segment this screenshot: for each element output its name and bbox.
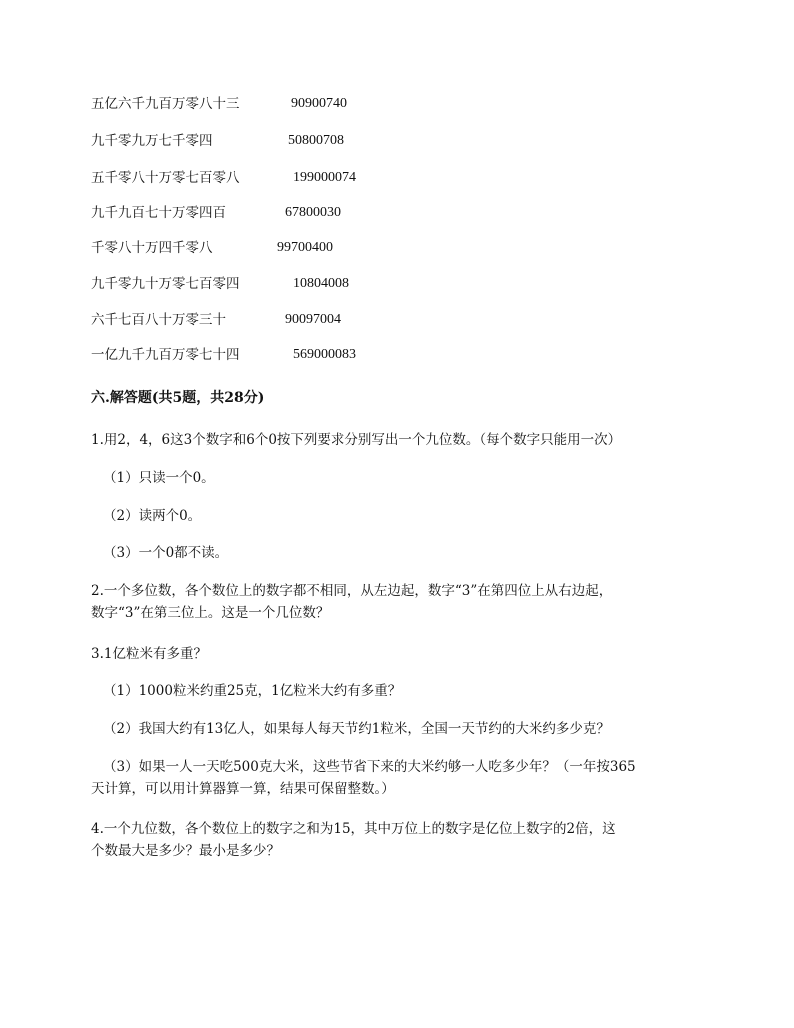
question-3-part-1: （1）1000粒米约重25克，1亿粒米大约有多重？ bbox=[103, 683, 402, 699]
chinese-numeral: 千零八十万四千零八 bbox=[91, 240, 213, 256]
match-pair bbox=[91, 94, 347, 114]
chinese-numeral: 九千零九十万零七百零四 bbox=[91, 276, 240, 292]
match-pair bbox=[91, 274, 349, 294]
question-4-line-2: 个数最大是多少？最小是多少？ bbox=[91, 843, 280, 859]
chinese-numeral: 五千零八十万零七百零八 bbox=[91, 170, 240, 186]
question-3-part-2: （2）我国大约有13亿人，如果每人每天节约1粒米，全国一天节约的大米约多少克？ bbox=[103, 721, 610, 737]
arabic-number: 90097004 bbox=[285, 312, 341, 327]
question-2-line-1: 2.一个多位数，各个数位上的数字都不相同，从左边起，数字“3”在第四位上从右边起， bbox=[91, 583, 613, 599]
match-pair bbox=[91, 310, 341, 330]
question-3: 3.1亿粒米有多重？ bbox=[91, 646, 207, 662]
arabic-number: 199000074 bbox=[293, 170, 356, 185]
match-pair bbox=[91, 238, 333, 258]
arabic-number: 99700400 bbox=[277, 240, 333, 255]
question-3-part-3-line-2: 天计算，可以用计算器算一算，结果可保留整数。） bbox=[91, 781, 395, 797]
question-3-part-3-line-1: （3）如果一人一天吃500克大米，这些节省下来的大米约够一人吃多少年？（一年按365 bbox=[103, 759, 636, 775]
question-4-line-1: 4.一个九位数，各个数位上的数字之和为15，其中万位上的数字是亿位上数字的2倍，这 bbox=[91, 821, 616, 837]
chinese-numeral: 九千九百七十万零四百 bbox=[91, 205, 226, 221]
arabic-number: 67800030 bbox=[285, 205, 341, 220]
arabic-number: 10804008 bbox=[293, 276, 349, 291]
question-1-part-3: （3）一个0都不读。 bbox=[103, 545, 229, 561]
match-pair bbox=[91, 131, 344, 151]
arabic-number: 50800708 bbox=[288, 133, 344, 148]
chinese-numeral: 一亿九千九百万零七十四 bbox=[91, 347, 240, 363]
chinese-numeral: 九千零九万七千零四 bbox=[91, 133, 213, 149]
match-pair bbox=[91, 203, 341, 223]
question-1-part-1: （1）只读一个0。 bbox=[103, 470, 215, 486]
match-pair bbox=[91, 168, 356, 188]
question-1: 1.用2，4，6这3个数字和6个0按下列要求分别写出一个九位数。（每个数字只能用一次） bbox=[91, 432, 622, 448]
chinese-numeral: 五亿六千九百万零八十三 bbox=[91, 96, 240, 112]
section-heading: 六.解答题(共5题，共28分) bbox=[91, 390, 265, 406]
arabic-number: 90900740 bbox=[291, 96, 347, 111]
arabic-number: 569000083 bbox=[293, 347, 356, 362]
question-2-line-2: 数字“3”在第三位上。这是一个几位数？ bbox=[91, 605, 330, 621]
question-1-part-2: （2）读两个0。 bbox=[103, 508, 202, 524]
match-pair bbox=[91, 345, 356, 365]
chinese-numeral: 六千七百八十万零三十 bbox=[91, 312, 226, 328]
